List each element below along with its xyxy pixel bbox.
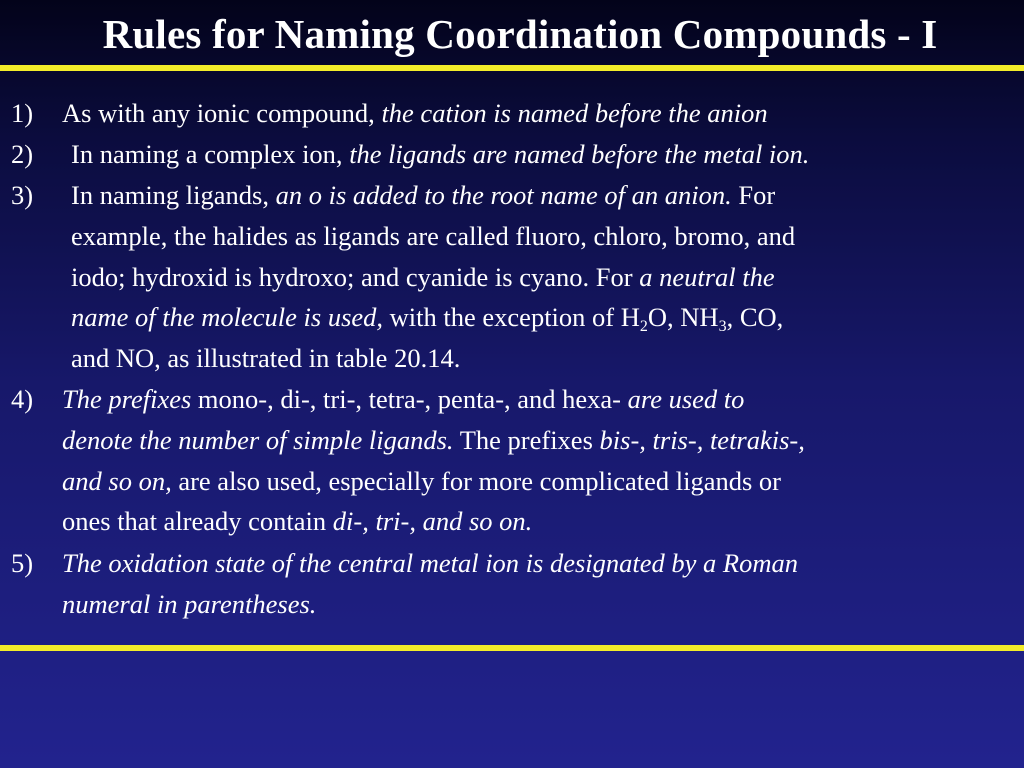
top-divider-line [0,65,1024,71]
rule-item [0,93,768,134]
italic-text: bis-, tris-, tetrakis-, [599,424,805,455]
rule-text [62,543,798,625]
plain-text: with the exception of H [383,302,640,333]
rule-text-line [71,257,795,298]
rule-text-line [62,420,805,461]
italic-text: numeral in parentheses. [62,588,317,619]
rule-text-line [62,461,805,502]
italic-text: The oxidation state of the central metal ion is designated by a Roman [62,548,799,578]
rule-text-line [71,297,795,338]
rule-text-line [71,175,795,216]
plain-text: As with any ionic compound, [62,98,382,128]
plain-text: In naming ligands, [71,180,276,210]
italic-text: name of the molecule is used, [71,302,384,333]
rule-text-line [62,501,805,542]
plain-text: ones that already contain [62,506,333,537]
rule-item [0,379,805,542]
rule-number: 2) [11,139,34,169]
rule-text-line [71,134,809,175]
plain-text: are also used, especially for more complicated ligands or [171,465,781,496]
rule-number: 5) [11,548,34,578]
rule-text-line [71,216,795,257]
plain-text: O, NH [647,302,719,333]
rule-item [0,134,809,175]
rule-text [62,379,805,542]
italic-text: The prefixes [62,384,192,414]
plain-text: mono-, di-, tri-, tetra-, penta-, and hexa- [191,384,628,414]
italic-text: the ligands are named before the metal ion. [349,139,810,169]
plain-text: , CO, [726,302,784,333]
slide-title: Rules for Naming Coordination Compounds - I [102,11,938,57]
subscript-text: 2 [639,318,648,336]
italic-text: the cation is named before the anion [381,98,768,128]
plain-text: and NO, as illustrated in table 20.14. [71,343,461,374]
rule-text-line [62,379,805,420]
rule-number: 1) [11,98,34,128]
italic-text: are used to [627,384,745,414]
italic-text: and so on, [62,465,172,496]
rule-text [71,134,809,175]
rule-text [62,93,768,134]
italic-text: an o is added to the root name of an anion. [275,180,732,210]
rule-text-line [62,93,768,134]
rule-text-line [62,584,798,625]
italic-text: a neutral the [639,261,775,292]
plain-text: The prefixes [453,424,600,455]
rule-item [0,543,798,625]
plain-text: example, the halides as ligands are called fluoro, chloro, bromo, and [71,220,796,251]
rule-number: 3) [11,180,34,210]
plain-text: iodo; hydroxid is hydroxo; and cyanide is cyano. For [71,261,640,292]
rule-text-line [71,338,795,379]
subscript-text: 3 [718,318,727,336]
italic-text: denote the number of simple ligands. [62,424,454,455]
plain-text: For [731,180,776,210]
rule-text [71,175,795,379]
rule-text-line [62,543,798,584]
rule-number: 4) [11,384,34,414]
plain-text: In naming a complex ion, [71,139,350,169]
rule-item [0,175,795,379]
italic-text: di-, tri-, and so on. [332,506,533,537]
bottom-divider-line [0,645,1024,651]
